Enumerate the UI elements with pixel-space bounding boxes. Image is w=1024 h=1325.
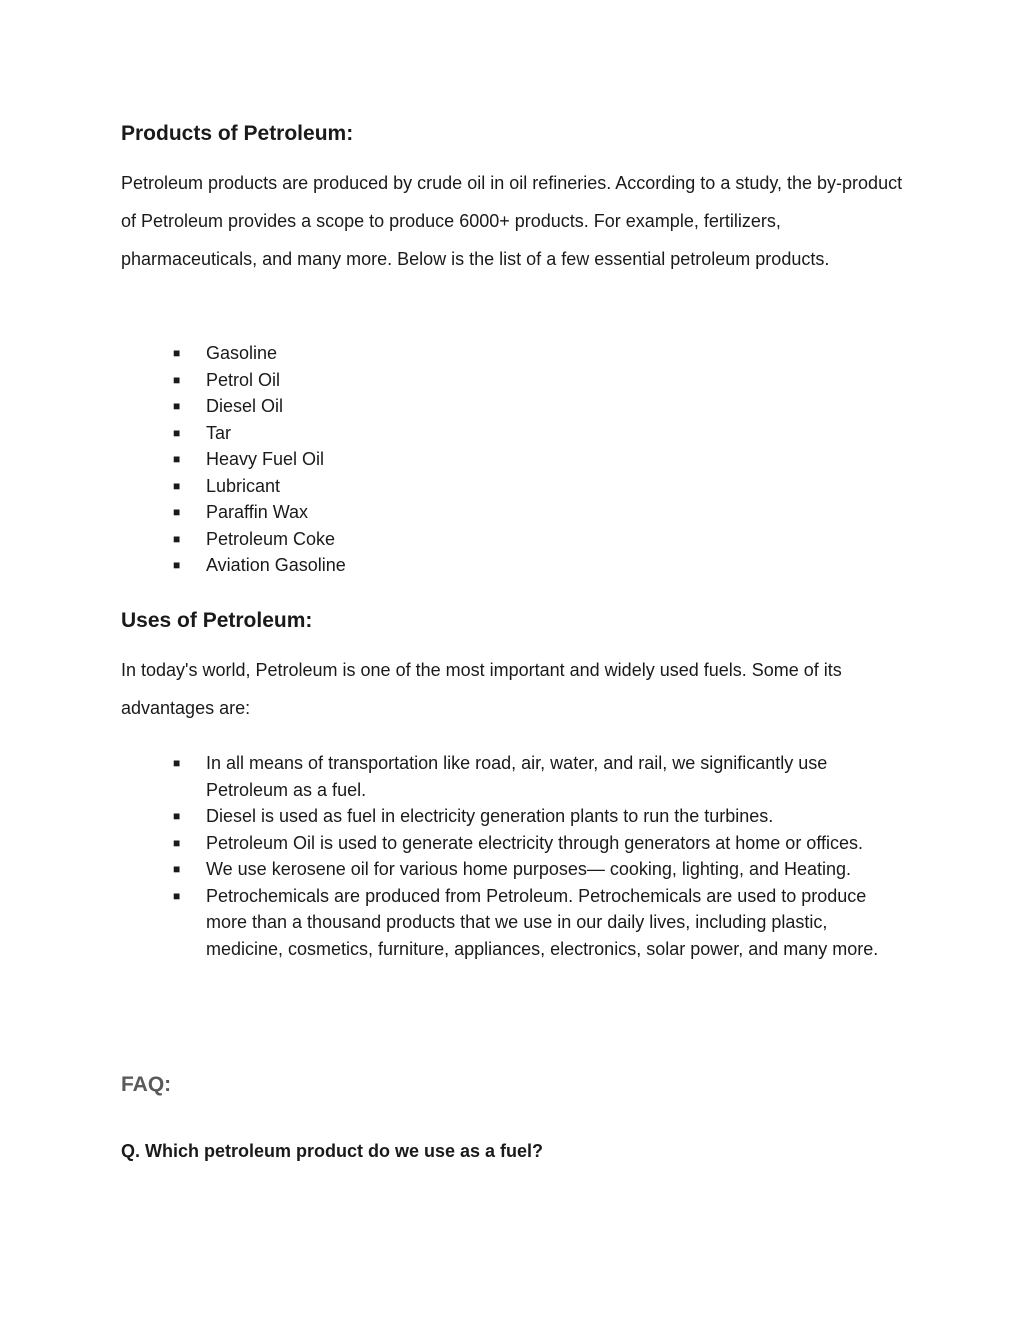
products-heading: Products of Petroleum: bbox=[121, 122, 354, 145]
square-bullet-icon: ■ bbox=[173, 835, 181, 850]
list-item-text: In all means of transportation like road, air, water, and rail, we significantly use Petroleum as a fuel. bbox=[206, 753, 828, 800]
square-bullet-icon: ■ bbox=[173, 425, 181, 440]
square-bullet-icon: ■ bbox=[173, 452, 181, 466]
square-bullet-icon: ■ bbox=[173, 478, 181, 493]
list-item bbox=[173, 750, 908, 803]
list-item bbox=[173, 830, 908, 857]
square-bullet-icon: ■ bbox=[173, 346, 181, 360]
uses-list bbox=[173, 750, 908, 962]
square-bullet-icon: ■ bbox=[173, 531, 181, 546]
list-item bbox=[173, 803, 908, 830]
list-item-text: Petroleum Coke bbox=[206, 528, 336, 549]
list-item bbox=[173, 393, 908, 420]
list-item-text: Petroleum Oil is used to generate electricity through generators at home or offices. bbox=[206, 832, 864, 853]
list-item-text: Gasoline bbox=[206, 343, 278, 363]
list-item bbox=[173, 367, 908, 394]
square-bullet-icon: ■ bbox=[173, 372, 181, 387]
list-item-text: Tar bbox=[206, 422, 232, 443]
square-bullet-icon: ■ bbox=[173, 756, 181, 770]
list-item-text: Diesel Oil bbox=[206, 396, 284, 416]
list-item bbox=[173, 883, 908, 963]
list-item bbox=[173, 499, 908, 526]
square-bullet-icon: ■ bbox=[173, 809, 181, 823]
list-item-text: Petrol Oil bbox=[206, 369, 281, 390]
list-item-text: Paraffin Wax bbox=[206, 502, 309, 522]
square-bullet-icon: ■ bbox=[173, 399, 181, 413]
uses-intro-paragraph: In today's world, Petroleum is one of the most important and widely used fuels. Some of its advantages are: bbox=[121, 660, 842, 718]
list-item bbox=[173, 856, 908, 883]
list-item-text: Aviation Gasoline bbox=[206, 555, 346, 575]
list-item bbox=[173, 526, 908, 553]
list-item bbox=[173, 552, 908, 579]
square-bullet-icon: ■ bbox=[173, 558, 181, 572]
list-item-text: Petrochemicals are produced from Petroleum. Petrochemicals are used to produce more than a thousand products that we use in our daily lives, including plastic, medicine, cosmetics, furniture, appliances, electronics, solar power, and many more. bbox=[206, 885, 879, 959]
list-item-text: Lubricant bbox=[206, 475, 281, 496]
products-intro-paragraph: Petroleum products are produced by crude oil in oil refineries. According to a study, the by-product of Petroleum provides a scope to produce 6000+ products. For example, fertilizers, pharmaceuticals, and many more. Below is the list of a few essential petroleum products. bbox=[121, 173, 903, 269]
square-bullet-icon: ■ bbox=[173, 862, 181, 876]
list-item bbox=[173, 340, 908, 367]
products-list bbox=[173, 340, 908, 579]
list-item-text: Heavy Fuel Oil bbox=[206, 449, 325, 469]
square-bullet-icon: ■ bbox=[173, 888, 181, 903]
list-item-text: We use kerosene oil for various home purposes— cooking, lighting, and Heating. bbox=[206, 859, 852, 879]
list-item bbox=[173, 473, 908, 500]
list-item bbox=[173, 420, 908, 447]
list-item-text: Diesel is used as fuel in electricity generation plants to run the turbines. bbox=[206, 806, 774, 826]
faq-question: Q. Which petroleum product do we use as a fuel? bbox=[121, 1141, 544, 1161]
uses-heading: Uses of Petroleum: bbox=[121, 609, 313, 632]
square-bullet-icon: ■ bbox=[173, 505, 181, 519]
list-item bbox=[173, 446, 908, 473]
faq-heading: FAQ: bbox=[121, 1073, 172, 1096]
